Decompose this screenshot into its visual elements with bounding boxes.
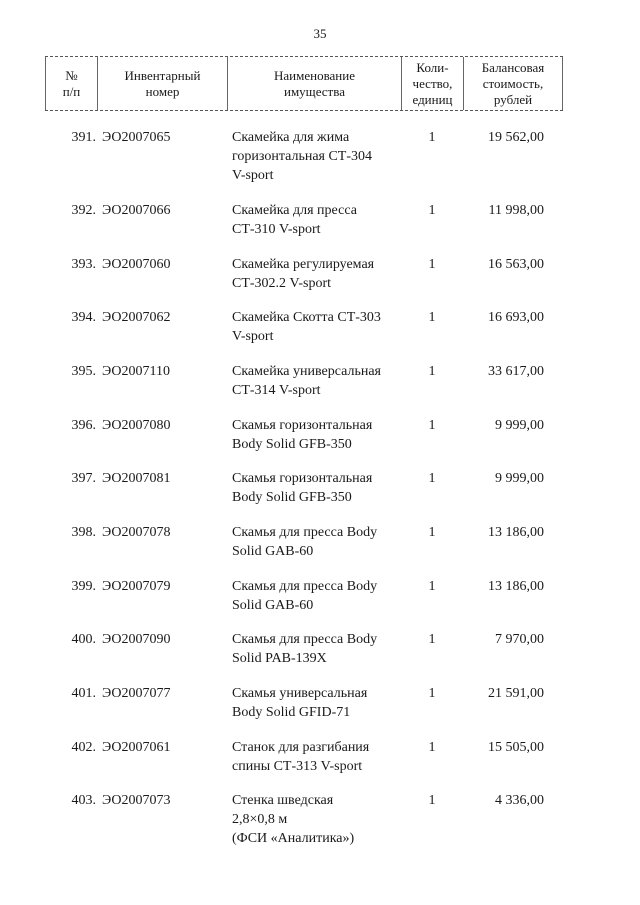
row-number: 391. — [71, 130, 96, 145]
item-name: Скамья универсальная Body Solid GFID-71 — [232, 686, 368, 720]
inventory-number: ЭО2007080 — [102, 418, 171, 433]
balance-cost: 9 999,00 — [495, 418, 544, 433]
inventory-number: ЭО2007060 — [102, 257, 171, 272]
quantity: 1 — [428, 471, 436, 486]
row-number: 402. — [71, 740, 96, 755]
quantity: 1 — [428, 203, 436, 218]
row-number: 392. — [71, 203, 96, 218]
balance-cost: 16 693,00 — [488, 310, 544, 325]
balance-cost: 33 617,00 — [488, 364, 544, 379]
inventory-number: ЭО2007065 — [102, 130, 171, 145]
inventory-number: ЭО2007079 — [102, 579, 171, 594]
quantity: 1 — [428, 632, 436, 647]
item-name: Скамья горизонтальная Body Solid GFB-350 — [232, 471, 373, 505]
quantity: 1 — [428, 525, 436, 540]
header-qty: Коли- чество, единиц — [401, 57, 463, 110]
balance-cost: 16 563,00 — [488, 257, 544, 272]
balance-cost: 15 505,00 — [488, 740, 544, 755]
table-header — [45, 56, 563, 111]
quantity: 1 — [428, 130, 436, 145]
quantity: 1 — [428, 740, 436, 755]
inventory-number: ЭО2007077 — [102, 686, 171, 701]
row-number: 396. — [71, 418, 96, 433]
balance-cost: 13 186,00 — [488, 525, 544, 540]
balance-cost: 11 998,00 — [488, 203, 544, 218]
item-name: Скамья горизонтальная Body Solid GFB-350 — [232, 418, 373, 452]
balance-cost: 9 999,00 — [495, 471, 544, 486]
balance-cost: 13 186,00 — [488, 579, 544, 594]
row-number: 397. — [71, 471, 96, 486]
inventory-number: ЭО2007061 — [102, 740, 171, 755]
balance-cost: 4 336,00 — [495, 793, 544, 808]
quantity: 1 — [428, 793, 436, 808]
item-name: Скамья для пресса Body Solid GAB-60 — [232, 579, 378, 613]
quantity: 1 — [428, 257, 436, 272]
item-name: Станок для разгибания спины СТ-313 V-sport — [232, 740, 370, 774]
item-name: Стенка шведская 2,8×0,8 м (ФСИ «Аналитика») — [232, 793, 355, 846]
balance-cost: 7 970,00 — [495, 632, 544, 647]
item-name: Скамейка универсальная СТ-314 V-sport — [232, 364, 381, 398]
inventory-number: ЭО2007090 — [102, 632, 171, 647]
item-name: Скамья для пресса Body Solid GAB-60 — [232, 525, 378, 559]
balance-cost: 19 562,00 — [488, 130, 544, 145]
item-name: Скамейка для жима горизонтальная СТ-304 V-sport — [232, 130, 373, 183]
row-number: 403. — [71, 793, 96, 808]
header-cost: Балансовая стоимость, рублей — [463, 57, 563, 110]
row-number: 399. — [71, 579, 96, 594]
item-name: Скамья для пресса Body Solid PAB-139X — [232, 632, 378, 666]
page-number: 35 — [313, 26, 327, 41]
inventory-number: ЭО2007062 — [102, 310, 171, 325]
inventory-number: ЭО2007081 — [102, 471, 171, 486]
row-number: 401. — [71, 686, 96, 701]
row-number: 395. — [71, 364, 96, 379]
item-name: Скамейка регулируемая СТ-302.2 V-sport — [232, 257, 375, 291]
quantity: 1 — [428, 686, 436, 701]
inventory-number: ЭО2007078 — [102, 525, 171, 540]
quantity: 1 — [428, 364, 436, 379]
inventory-number: ЭО2007073 — [102, 793, 171, 808]
row-number: 394. — [71, 310, 96, 325]
quantity: 1 — [428, 418, 436, 433]
header-name: Наименование имущества — [227, 57, 401, 110]
row-number: 400. — [71, 632, 96, 647]
quantity: 1 — [428, 310, 436, 325]
quantity: 1 — [428, 579, 436, 594]
row-number: 393. — [71, 257, 96, 272]
inventory-number: ЭО2007066 — [102, 203, 171, 218]
header-inventory: Инвентарный номер — [97, 57, 227, 110]
header-num: № п/п — [45, 57, 97, 110]
row-number: 398. — [71, 525, 96, 540]
item-name: Скамейка для пресса СТ-310 V-sport — [232, 203, 357, 237]
item-name: Скамейка Скотта СТ-303 V-sport — [232, 310, 381, 344]
balance-cost: 21 591,00 — [488, 686, 544, 701]
inventory-number: ЭО2007110 — [102, 364, 171, 379]
